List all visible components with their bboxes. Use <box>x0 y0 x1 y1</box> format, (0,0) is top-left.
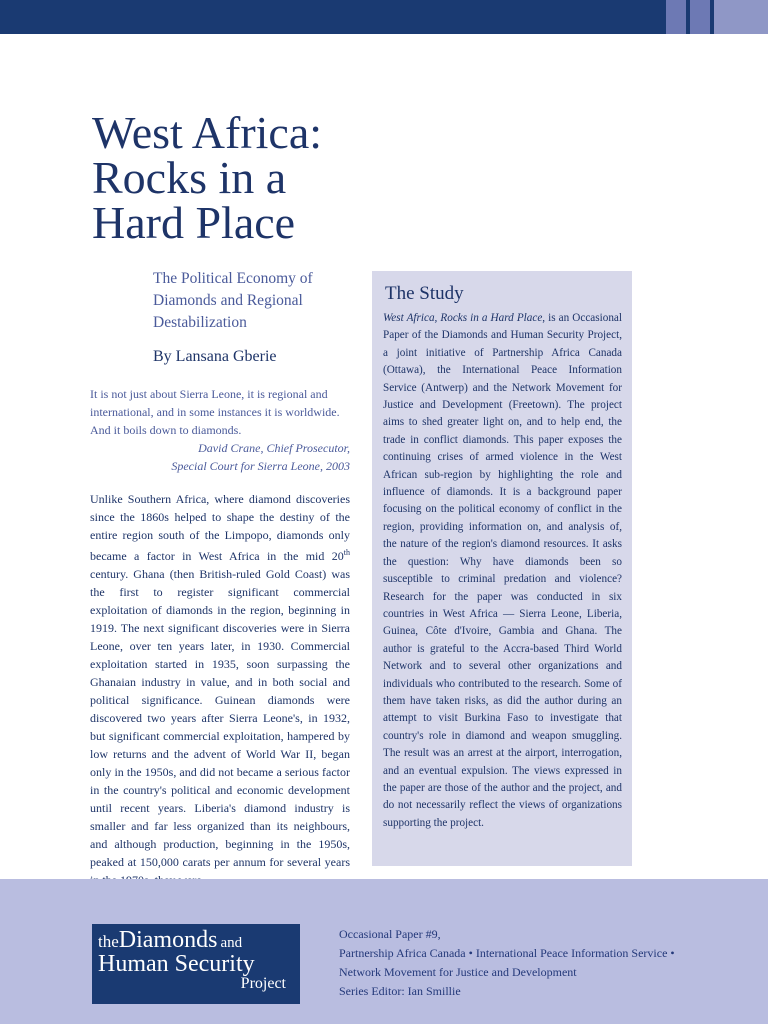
footer-line-3: Network Movement for Justice and Development <box>339 965 577 979</box>
title-line-2: Rocks in a <box>92 152 287 203</box>
subtitle-line-3: Destabilization <box>153 314 247 331</box>
study-lead-italic: West Africa, Rocks in a Hard Place <box>383 312 543 324</box>
body-text-superscript: th <box>343 548 350 557</box>
document-subtitle <box>153 268 353 334</box>
body-text-part-2: century. Ghana (then British-ruled Gold Coast) was the first to register significant commercial exploitation of diamonds in the region, beginning in 1919. The next significant discoveries were in Sierra Leone, over ten years later, in 1930. Commercial exploitation started in 1935, soon surpassing the Ghanaian industry in value, and in both social and political significance. Guinean diamonds were discovered two years after Sierra Leone's, in 1932, but significant commercial exploitation, hampered by low returns and the advent of World War II, began only in the 1950s, and did not became a serious factor in the country's political and economic development until recent years. Liberia's diamond industry is smaller and far less organized than its neighbours, and although production, beginning in the 1950s, peaked at 150,000 carats per annum for several years <box>90 567 350 869</box>
study-body: , is an Occasional Paper of the Diamonds and Human Security Project, a joint initiative of Partnership Africa Canada (Ottawa), the International Peace Information Service (Antwerp) and the Network Movement for Justice and Development (Freetown). The project aims to shed greater light on, and to help end, the trade in conflict diamonds. This paper exposes the continuing crises of armed violence in the West African sub-region by highlighting the role and influence of diamonds. It is a background paper focusing on the political economy of conflict in the region, providing information on, and analysis of, the nature of the region's diamond resources. It asks the question: Why have diamonds been so susceptible to criminal predation and violence? Research for the paper was conducted in six countries in West Africa — Sierra Leone, Liberia, Guinea, Côte d'Ivoire, Gambia and Ghana. The author is grateful to the Accra-based Third World Network and to several other organizations and individuals who contributed to the research. Some of them have taken risks, as did the author during an attempt to visit Burkina Faso to investigate that country's role in diamond and weapon smuggling. The result was an arrest at the airport, interrogation, and an eventual expulsion. The views expressed in the paper are those of the author and the project, and do not necessarily reflect the views of organizations supporting the project. <box>383 312 622 829</box>
body-text-part-1: Unlike Southern Africa, where diamond discoveries since the 1860s helped to shape the destiny of the entire region south of the Limpopo, diamonds only became a factor in West Africa in the mid 20 <box>90 492 350 563</box>
subtitle-line-1: The Political Economy of <box>153 270 313 287</box>
quote-attribution-2: Special Court for Sierra Leone, 2003 <box>171 459 350 473</box>
footer-line-1: Occasional Paper #9, <box>339 927 441 941</box>
logo-human-security: Human Security <box>98 951 255 977</box>
logo-line-1 <box>98 928 300 952</box>
banner-square-2 <box>690 0 710 34</box>
title-line-1: West Africa: <box>92 107 323 158</box>
author-byline: By Lansana Gberie <box>153 348 277 365</box>
banner-square-3 <box>714 0 768 34</box>
footer-line-4: Series Editor: Ian Smillie <box>339 984 461 998</box>
quote-line-3: And it boils down to diamonds. <box>90 423 242 437</box>
project-logo <box>92 924 300 1004</box>
logo-diamonds: Diamonds <box>118 927 218 953</box>
quote-line-2: international, and in some instances it is worldwide. <box>90 405 340 419</box>
footer-info <box>339 925 759 1001</box>
document-title <box>92 107 432 248</box>
logo-and: and <box>220 935 243 951</box>
logo-the: the <box>98 932 119 951</box>
study-sidebar <box>372 271 632 866</box>
footer-line-2: Partnership Africa Canada • International Peace Information Service • <box>339 946 675 960</box>
body-text <box>90 490 350 870</box>
top-banner <box>0 0 768 34</box>
banner-square-1 <box>666 0 686 34</box>
quote-line-1: It is not just about Sierra Leone, it is regional and <box>90 387 328 401</box>
title-line-3: Hard Place <box>92 197 296 248</box>
epigraph-quote <box>90 385 350 475</box>
quote-attribution-1: David Crane, Chief Prosecutor, <box>198 441 350 455</box>
subtitle-line-2: Diamonds and Regional <box>153 292 303 309</box>
logo-project: Project <box>240 975 286 992</box>
study-title: The Study <box>385 283 464 304</box>
study-text <box>383 310 622 832</box>
